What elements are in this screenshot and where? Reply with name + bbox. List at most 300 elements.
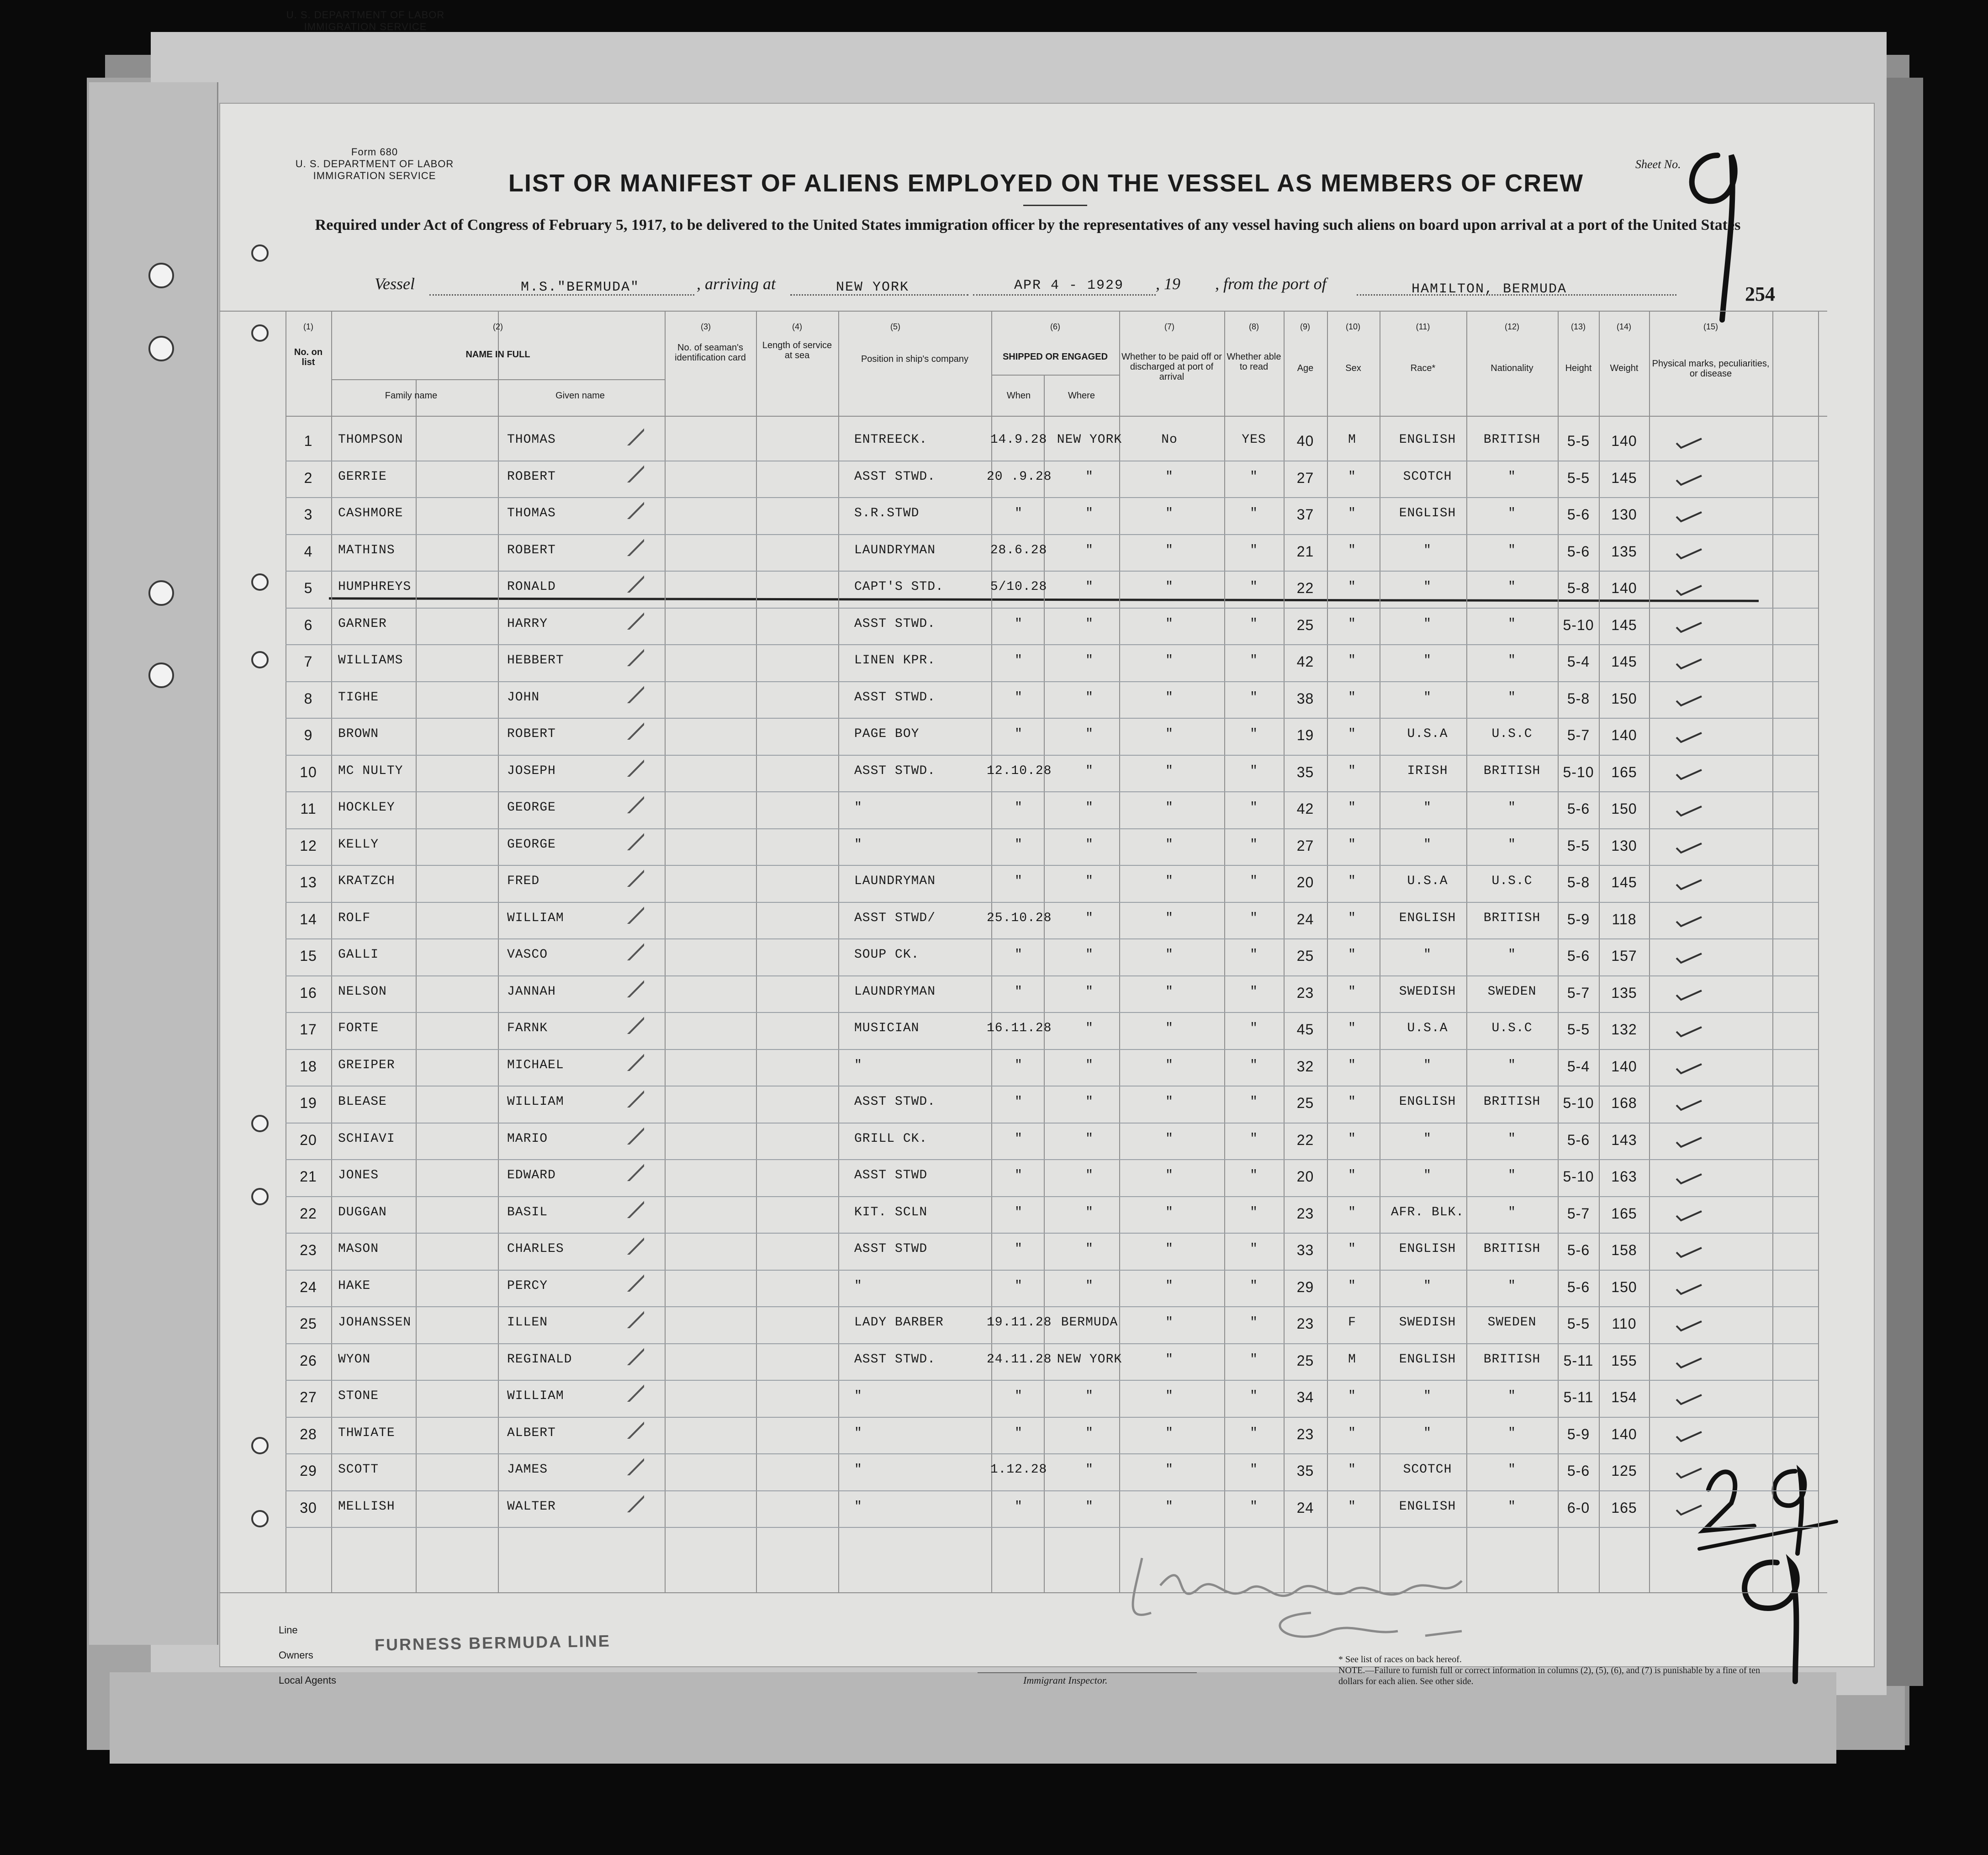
column-number: (12)	[1504, 322, 1519, 331]
cell-weight: 130	[1611, 837, 1637, 854]
cell-weight: 165	[1611, 763, 1637, 780]
cell-given-name: RONALD	[507, 580, 556, 594]
cell-when-engaged: "	[1015, 1499, 1023, 1514]
arrival-date: APR 4 - 1929	[1014, 278, 1124, 293]
binder-hole	[251, 651, 269, 668]
cell-position: "	[854, 1389, 862, 1403]
table-row-border	[286, 497, 1818, 498]
cell-race: "	[1423, 800, 1432, 815]
check-mark	[603, 1117, 644, 1145]
cell-row-number: 22	[300, 1205, 317, 1222]
column-number: (4)	[792, 322, 802, 331]
cell-paid-off: "	[1165, 1168, 1174, 1182]
binder-hole	[251, 324, 269, 342]
cell-weight: 130	[1611, 506, 1637, 523]
check-mark	[603, 1448, 644, 1475]
table-row-border	[286, 1049, 1818, 1050]
cell-where-engaged: "	[1085, 948, 1094, 962]
table-row-border	[286, 681, 1818, 682]
check-mark	[603, 1301, 644, 1328]
check-mark	[603, 786, 644, 813]
cell-able-to-read: "	[1250, 616, 1258, 631]
cell-weight: 150	[1611, 1278, 1637, 1295]
cell-position: "	[854, 1463, 862, 1477]
cell-family-name: HUMPHREYS	[338, 580, 412, 594]
cell-family-name: GALLI	[338, 948, 379, 962]
cell-able-to-read: "	[1250, 653, 1258, 668]
cell-age: 25	[1296, 616, 1314, 633]
cell-height: 5-4	[1567, 653, 1590, 670]
cell-weight: 125	[1611, 1463, 1637, 1479]
cell-race: SCOTCH	[1403, 469, 1452, 484]
cell-paid-off: "	[1165, 911, 1174, 925]
table-row-border	[286, 1417, 1818, 1418]
cell-given-name: CHARLES	[507, 1242, 564, 1256]
cell-weight: 145	[1611, 874, 1637, 890]
cell-row-number: 14	[300, 911, 317, 928]
cell-given-name: JOHN	[507, 690, 540, 705]
header-height: Height	[1565, 363, 1592, 373]
cell-weight: 110	[1612, 1315, 1637, 1332]
cell-age: 25	[1296, 948, 1314, 964]
cell-weight: 143	[1611, 1131, 1637, 1148]
cell-family-name: BLEASE	[338, 1095, 387, 1109]
cell-paid-off: "	[1165, 984, 1174, 999]
cell-sex: "	[1348, 984, 1356, 999]
cell-race: "	[1423, 1278, 1432, 1293]
cell-able-to-read: "	[1250, 1389, 1258, 1403]
cell-height: 5-10	[1563, 616, 1594, 633]
cell-able-to-read: "	[1250, 1095, 1258, 1109]
cell-given-name: ROBERT	[507, 543, 556, 557]
table-row-border	[286, 1380, 1818, 1381]
cell-position: ASST STWD.	[854, 469, 936, 484]
cell-height: 5-7	[1567, 984, 1590, 1001]
cell-weight: 165	[1611, 1205, 1637, 1222]
back-sheet-service: IMMIGRATION SERVICE	[304, 21, 427, 32]
cell-height: 5-10	[1563, 1095, 1594, 1111]
cell-nationality: "	[1508, 1168, 1516, 1182]
cell-sex: "	[1348, 1205, 1356, 1219]
cell-nationality: "	[1508, 800, 1516, 815]
cell-nationality: "	[1508, 948, 1516, 962]
check-mark	[603, 749, 644, 777]
cell-nationality: "	[1508, 1426, 1516, 1440]
cell-family-name: MELLISH	[338, 1499, 395, 1514]
table-column-border	[498, 311, 499, 1592]
cell-sex: "	[1348, 506, 1356, 520]
cell-family-name: GREIPER	[338, 1058, 395, 1072]
binder-hole	[251, 1188, 269, 1205]
cell-row-number: 5	[304, 580, 313, 596]
cell-row-number: 24	[300, 1278, 317, 1295]
cell-family-name: THOMPSON	[338, 433, 403, 447]
cell-where-engaged: "	[1085, 616, 1094, 631]
cell-when-engaged: 25.10.28	[987, 911, 1052, 925]
cell-able-to-read: "	[1250, 1131, 1258, 1146]
cell-weight: 145	[1611, 469, 1637, 486]
cell-race: SCOTCH	[1403, 1463, 1452, 1477]
cell-height: 5-8	[1567, 580, 1590, 596]
table-row-border	[286, 828, 1818, 829]
cell-where-engaged: "	[1085, 727, 1094, 741]
cell-race: AFR. BLK.	[1391, 1205, 1465, 1219]
tick-mark	[1674, 1427, 1715, 1455]
cell-row-number: 20	[300, 1131, 317, 1148]
cell-paid-off: "	[1165, 1315, 1174, 1330]
cell-row-number: 25	[300, 1315, 317, 1332]
cell-race: "	[1423, 1389, 1432, 1403]
cell-position: PAGE BOY	[854, 727, 920, 741]
cell-position: LAUNDRYMAN	[854, 543, 936, 557]
owners-stamp: FURNESS BERMUDA LINE	[374, 1631, 611, 1654]
cell-paid-off: "	[1165, 1058, 1174, 1072]
cell-age: 33	[1296, 1242, 1314, 1258]
cell-age: 42	[1296, 800, 1314, 817]
header-sex: Sex	[1345, 363, 1361, 373]
binder-hole	[251, 1115, 269, 1132]
tick-mark	[1674, 1170, 1715, 1197]
cell-weight: 150	[1611, 800, 1637, 817]
cell-row-number: 9	[304, 727, 313, 743]
tick-mark	[1674, 839, 1715, 866]
cell-weight: 157	[1611, 948, 1637, 964]
cell-race: U.S.A	[1407, 727, 1448, 741]
cell-position: MUSICIAN	[854, 1021, 920, 1035]
cell-age: 27	[1296, 837, 1314, 854]
cell-height: 5-6	[1567, 800, 1590, 817]
cell-age: 29	[1296, 1278, 1314, 1295]
cell-given-name: ALBERT	[507, 1426, 556, 1440]
cell-given-name: MICHAEL	[507, 1058, 564, 1072]
cell-age: 20	[1296, 1168, 1314, 1185]
cell-when-engaged: "	[1015, 1058, 1023, 1072]
header-length-service: Length of service at sea	[762, 340, 832, 360]
cell-able-to-read: "	[1250, 543, 1258, 557]
cell-position: CAPT'S STD.	[854, 580, 944, 594]
table-header-border	[286, 416, 1827, 417]
line-label: Line	[279, 1624, 298, 1636]
form-service: IMMIGRATION SERVICE	[313, 170, 436, 181]
cell-paid-off: "	[1165, 837, 1174, 852]
cell-row-number: 30	[300, 1499, 317, 1516]
cell-age: 37	[1296, 506, 1314, 523]
cell-weight: 168	[1611, 1095, 1637, 1111]
cell-nationality: "	[1508, 616, 1516, 631]
cell-sex: M	[1348, 433, 1356, 447]
cell-age: 23	[1296, 1205, 1314, 1222]
race-footnote: * See list of races on back hereof.	[1338, 1654, 1462, 1664]
cell-given-name: PERCY	[507, 1278, 548, 1293]
local-agents-label: Local Agents	[279, 1675, 336, 1686]
cell-able-to-read: "	[1250, 469, 1258, 484]
cell-nationality: U.S.C	[1491, 874, 1533, 888]
column-number: (7)	[1164, 322, 1174, 331]
cell-position: ASST STWD/	[854, 911, 936, 925]
cell-row-number: 6	[304, 616, 313, 633]
cell-weight: 140	[1611, 1058, 1637, 1075]
check-mark	[603, 1154, 644, 1181]
cell-able-to-read: "	[1250, 690, 1258, 705]
cell-when-engaged: "	[1015, 837, 1023, 852]
cell-when-engaged: "	[1015, 1426, 1023, 1440]
cell-family-name: DUGGAN	[338, 1205, 387, 1219]
cell-given-name: JAMES	[507, 1463, 548, 1477]
back-sheet-header	[270, 9, 461, 33]
cell-race: U.S.A	[1407, 874, 1448, 888]
cell-where-engaged: "	[1085, 1021, 1094, 1035]
header-name-in-full: NAME IN FULL	[465, 350, 530, 360]
tick-mark	[1674, 1501, 1715, 1528]
cell-family-name: JOHANSSEN	[338, 1315, 412, 1330]
cell-weight: 135	[1611, 543, 1637, 560]
cell-given-name: REGINALD	[507, 1352, 572, 1367]
vessel-label: Vessel	[375, 275, 415, 293]
column-number: (15)	[1703, 322, 1718, 331]
cell-age: 45	[1296, 1021, 1314, 1038]
cell-height: 5-6	[1567, 1131, 1590, 1148]
cell-age: 23	[1296, 1315, 1314, 1332]
cell-nationality: BRITISH	[1483, 1242, 1541, 1256]
cell-weight: 145	[1611, 653, 1637, 670]
fine-footnote: NOTE.—Failure to furnish full or correct information in columns (2), (5), (6), and (7) is punishable by a fine of ten dollars for each alien. See other side.	[1338, 1665, 1761, 1686]
cell-row-number: 29	[300, 1463, 317, 1479]
cell-able-to-read: "	[1250, 1168, 1258, 1182]
cell-row-number: 16	[300, 984, 317, 1001]
cell-family-name: MC NULTY	[338, 763, 403, 778]
cell-height: 6-0	[1567, 1499, 1590, 1516]
binder-hole	[251, 244, 269, 262]
table-column-border	[1224, 311, 1225, 1592]
cell-paid-off: "	[1165, 580, 1174, 594]
cell-weight: 135	[1611, 984, 1637, 1001]
tick-mark	[1674, 1280, 1715, 1308]
cell-where-engaged: "	[1085, 874, 1094, 888]
cell-weight: 145	[1611, 616, 1637, 633]
cell-where-engaged: "	[1085, 653, 1094, 668]
cell-position: ENTREECK.	[854, 433, 928, 447]
cell-where-engaged: NEW YORK	[1057, 433, 1122, 447]
signature-line	[978, 1672, 1197, 1673]
cell-given-name: BASIL	[507, 1205, 548, 1219]
table-row-border	[286, 1527, 1818, 1528]
year-label: , 19	[1156, 275, 1180, 293]
tick-mark	[1674, 986, 1715, 1013]
table-column-border	[1649, 311, 1650, 1592]
cell-position: SOUP CK.	[854, 948, 920, 962]
cell-height: 5-9	[1567, 1426, 1590, 1442]
cell-when-engaged: "	[1015, 690, 1023, 705]
cell-sex: "	[1348, 1389, 1356, 1403]
cell-where-engaged: "	[1085, 837, 1094, 852]
cell-nationality: "	[1508, 1131, 1516, 1146]
cell-sex: "	[1348, 837, 1356, 852]
check-mark	[603, 859, 644, 887]
cell-row-number: 27	[300, 1389, 317, 1405]
cell-given-name: HEBBERT	[507, 653, 564, 668]
cell-family-name: MATHINS	[338, 543, 395, 557]
cell-height: 5-6	[1567, 1278, 1590, 1295]
cell-height: 5-5	[1567, 1315, 1590, 1332]
cell-race: "	[1423, 653, 1432, 668]
table-row-border	[286, 608, 1818, 609]
cell-race: ENGLISH	[1399, 911, 1456, 925]
cell-family-name: WYON	[338, 1352, 371, 1367]
cell-family-name: SCHIAVI	[338, 1131, 395, 1146]
cell-able-to-read: "	[1250, 1205, 1258, 1219]
cell-nationality: "	[1508, 837, 1516, 852]
cell-family-name: SCOTT	[338, 1463, 379, 1477]
cell-able-to-read: "	[1250, 1315, 1258, 1330]
cell-position: ASST STWD.	[854, 690, 936, 705]
cell-sex: "	[1348, 1021, 1356, 1035]
cell-weight: 165	[1611, 1499, 1637, 1516]
cell-nationality: "	[1508, 653, 1516, 668]
cell-paid-off: "	[1165, 1021, 1174, 1035]
check-mark	[603, 933, 644, 960]
cell-where-engaged: "	[1085, 1389, 1094, 1403]
cell-given-name: THOMAS	[507, 506, 556, 520]
cell-given-name: MARIO	[507, 1131, 548, 1146]
table-column-border	[1284, 311, 1285, 1592]
header-age: Age	[1297, 363, 1314, 373]
column-number: (9)	[1300, 322, 1310, 331]
cell-paid-off: "	[1165, 1205, 1174, 1219]
header-no-on-list: No. on list	[294, 347, 323, 367]
cell-paid-off: "	[1165, 1463, 1174, 1477]
cell-position: "	[854, 1278, 862, 1293]
binder-hole	[251, 1437, 269, 1454]
header-when: When	[1006, 391, 1031, 401]
cell-nationality: "	[1508, 690, 1516, 705]
cell-race: ENGLISH	[1399, 506, 1456, 520]
cell-sex: "	[1348, 1499, 1356, 1514]
check-mark	[603, 1338, 644, 1365]
cell-family-name: STONE	[338, 1389, 379, 1403]
cell-height: 5-7	[1567, 1205, 1590, 1222]
cell-where-engaged: "	[1085, 911, 1094, 925]
cell-when-engaged: "	[1015, 1242, 1023, 1256]
cell-where-engaged: "	[1085, 1205, 1094, 1219]
cell-height: 5-5	[1567, 433, 1590, 449]
cell-sex: "	[1348, 911, 1356, 925]
cell-position: LAUNDRYMAN	[854, 874, 936, 888]
cell-position: "	[854, 1499, 862, 1514]
cell-paid-off: "	[1165, 1499, 1174, 1514]
cell-able-to-read: "	[1250, 1058, 1258, 1072]
cell-race: "	[1423, 1168, 1432, 1182]
footnotes	[1338, 1654, 1777, 1687]
cell-row-number: 28	[300, 1426, 317, 1442]
header-able-read: Whether able to read	[1227, 352, 1281, 372]
cell-able-to-read: YES	[1242, 433, 1266, 447]
table-row-border	[286, 791, 1818, 792]
cell-age: 27	[1296, 469, 1314, 486]
cell-sex: "	[1348, 1095, 1356, 1109]
cell-nationality: "	[1508, 469, 1516, 484]
cell-paid-off: "	[1165, 1389, 1174, 1403]
cell-given-name: GEORGE	[507, 837, 556, 852]
cell-nationality: "	[1508, 506, 1516, 520]
cell-family-name: TIGHE	[338, 690, 379, 705]
cell-race: "	[1423, 1058, 1432, 1072]
check-mark	[603, 1191, 644, 1218]
cell-given-name: FARNK	[507, 1021, 548, 1035]
cell-family-name: MASON	[338, 1242, 379, 1256]
column-number: (14)	[1616, 322, 1631, 331]
tick-mark	[1674, 1207, 1715, 1234]
cell-able-to-read: "	[1250, 800, 1258, 815]
cell-where-engaged: "	[1085, 543, 1094, 557]
cell-row-number: 12	[300, 837, 317, 854]
cell-where-engaged: "	[1085, 690, 1094, 705]
check-mark	[603, 970, 644, 997]
cell-when-engaged: "	[1015, 1131, 1023, 1146]
cell-paid-off: "	[1165, 874, 1174, 888]
cell-race: SWEDISH	[1399, 1315, 1456, 1330]
cell-where-engaged: "	[1085, 1131, 1094, 1146]
table-row-border	[286, 755, 1818, 756]
cell-able-to-read: "	[1250, 763, 1258, 778]
cell-paid-off: "	[1165, 1242, 1174, 1256]
cell-when-engaged: "	[1015, 1095, 1023, 1109]
check-mark	[603, 639, 644, 666]
cell-sex: "	[1348, 1242, 1356, 1256]
table-row-border	[286, 571, 1818, 572]
table-column-border	[838, 311, 839, 1592]
cell-row-number: 4	[304, 543, 313, 560]
form-number: Form 680	[351, 146, 398, 158]
name-subheader-border	[331, 379, 665, 380]
cell-given-name: ROBERT	[507, 727, 556, 741]
cell-nationality: SWEDEN	[1487, 1315, 1537, 1330]
cell-when-engaged: 19.11.28	[987, 1315, 1052, 1330]
tick-mark	[1674, 1243, 1715, 1271]
cell-row-number: 2	[304, 469, 313, 486]
check-mark	[603, 1227, 644, 1255]
back-sheet-department: U. S. DEPARTMENT OF LABOR	[286, 9, 445, 21]
cell-family-name: GARNER	[338, 616, 387, 631]
cell-family-name: KRATZCH	[338, 874, 395, 888]
cell-age: 24	[1296, 1499, 1314, 1516]
cell-sex: "	[1348, 763, 1356, 778]
table-bottom-border	[219, 1592, 1827, 1593]
cell-position: "	[854, 837, 862, 852]
table-row-border	[286, 718, 1818, 719]
cell-where-engaged: "	[1085, 1058, 1094, 1072]
cell-when-engaged: 20 .9.28	[987, 469, 1052, 484]
cell-family-name: ROLF	[338, 911, 371, 925]
tick-mark	[1674, 1390, 1715, 1418]
cell-height: 5-6	[1567, 1242, 1590, 1258]
table-row-border	[286, 1270, 1818, 1271]
cell-where-engaged: "	[1085, 984, 1094, 999]
field-underline	[973, 294, 1156, 296]
cell-sex: "	[1348, 1168, 1356, 1182]
cell-sex: F	[1348, 1315, 1356, 1330]
cell-given-name: ILLEN	[507, 1315, 548, 1330]
cell-position: ASST STWD.	[854, 1352, 936, 1367]
tick-mark	[1674, 728, 1715, 756]
table-row-border	[286, 975, 1818, 976]
cell-where-engaged: "	[1085, 763, 1094, 778]
cell-weight: 150	[1611, 690, 1637, 707]
cell-paid-off: "	[1165, 800, 1174, 815]
cell-nationality: "	[1508, 580, 1516, 594]
cell-row-number: 17	[300, 1021, 317, 1038]
cell-where-engaged: "	[1085, 1499, 1094, 1514]
cell-height: 5-4	[1567, 1058, 1590, 1075]
